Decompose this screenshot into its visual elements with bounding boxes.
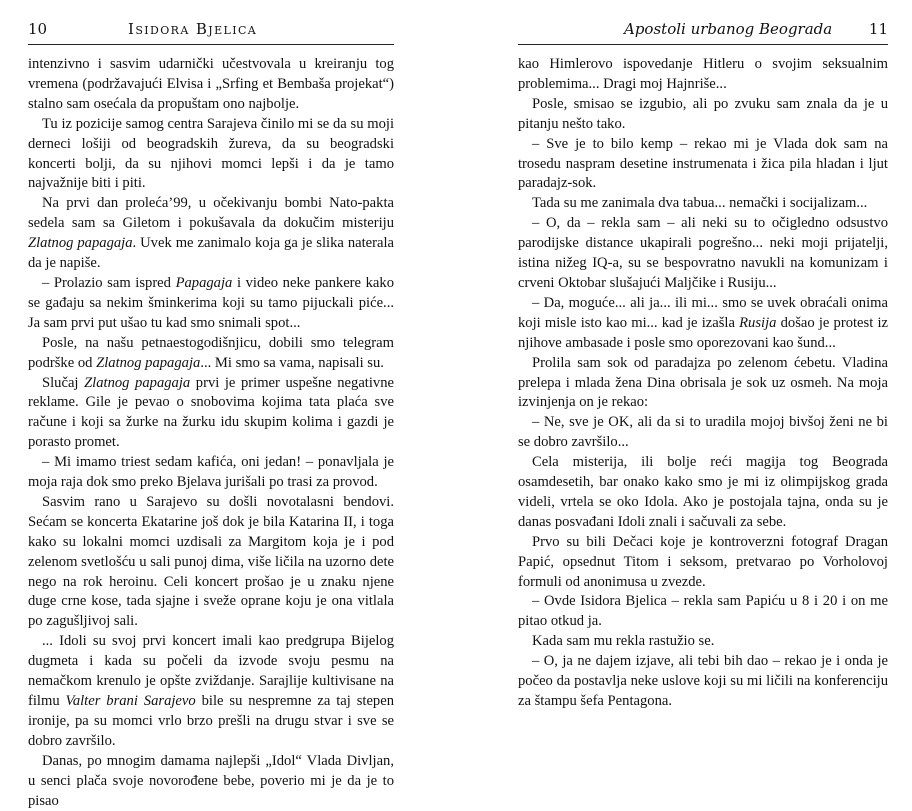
italic-title: Rusija (739, 314, 777, 331)
left-header-rule (28, 44, 394, 45)
paragraph (518, 214, 888, 294)
right-page-header (518, 20, 888, 42)
right-page (518, 0, 888, 709)
italic-title: Zlatnog papagaja (96, 354, 201, 371)
paragraph (28, 374, 394, 454)
paragraph-text: došao je protest iz njihove ambasade i posle smo oporezovani kao šund... (518, 314, 888, 351)
paragraph (518, 533, 888, 593)
italic-title: Valter brani Sarajevo (65, 693, 196, 709)
paragraph-text: Prolila sam sok od paradajza po zelenom ćebetu. Vladina prelepa i mlada žena Dina obrisala je sok uz osmeh. Na moja izvinjenja on je rekao: (518, 354, 888, 411)
paragraph (518, 354, 888, 414)
paragraph (28, 194, 394, 274)
paragraph (518, 194, 888, 214)
paragraph-text: – Sve je to bilo kemp – rekao mi je Vlada dok sam na trosedu naspram desetine instrumenata i žica pila hladan i ljut paradajz-sok. (518, 135, 888, 192)
paragraph (518, 652, 888, 712)
paragraph-text: . Uvek me zanimalo koja ga je slika naterala da je napiše. (28, 235, 394, 272)
paragraph-text: Tu iz pozicije samog centra Sarajeva činilo mi se da su moji derneci lošiji od beogradskih žureva, da su beogradski koncerti bolji, da su njihovi momci lepši i da je tamo najvažnije biti i piti. (28, 115, 394, 192)
paragraph-text: Prvo su bili Dečaci koje je kontroverzni fotograf Dragan Papić, opsednut Titom i seksom, pretvarao po Vorholovoj formuli od anonimusa u zvezde. (518, 533, 888, 590)
paragraph (28, 274, 394, 334)
left-page (28, 0, 394, 809)
paragraph (518, 135, 888, 195)
italic-title: Zlatnog papagaja (28, 235, 133, 252)
right-page-number: 11 (868, 20, 888, 38)
paragraph-text: Danas, po mnogim damama najlepši „Idol“ Vlada Divljan, u senci plača svoje novorođene bebe, poverio mi je da je to pisao (28, 752, 394, 809)
paragraph-text: kao Himlerovo ispovedanje Hitleru o svojim seksualnim problemima... Dragi moj Hajnriše... (518, 56, 888, 92)
paragraph-text: i video neke pankere kako se gađaju sa nekim šminkerima koji su tamo pijuckali piće... Ja sam prvi put ušao tu kad smo snimali spot... (28, 274, 394, 331)
paragraph-text: Posle, na našu petnaestogodišnjicu, dobili smo telegram podrške od (28, 334, 394, 371)
paragraph (518, 592, 888, 632)
paragraph-text: intenzivno i sasvim udarnički učestvovala u kreiranju tog vremena (podržavajući Elvisa i „Srfing et Bembaša projekat“) stalno sam osećala da propuštam ono najbolje. (28, 56, 394, 112)
left-page-number: 10 (28, 20, 48, 38)
paragraph-text: bile su nespremne za taj stepen ironije, pa su momci vrlo brzo prešli na drugu stvar i sve se dobro završilo. (28, 693, 394, 749)
paragraph-text: – Da, moguće... ali ja... ili mi... smo se uvek obraćali onima koji misle isto kao mi... kad je izašla (518, 294, 888, 331)
paragraph-text: Cela misterija, ili bolje reći magija tog Beograda osamdesetih, bar onako kako smo je mi iz olimpijskog grada videli, vrtela se oko Idola. Ako je postojala tajna, onda su je danas posvađani Idoli znali i sačuvali za sebe. (518, 454, 888, 530)
paragraph-text: Slučaj (42, 374, 85, 391)
paragraph (518, 95, 888, 135)
paragraph (28, 55, 394, 115)
left-page-text (28, 55, 394, 811)
paragraph-text: – Mi imamo triest sedam kafića, oni jedan! – ponavljala je moja raja dok smo preko Bjelava jurišali po trasi za provod. (28, 454, 394, 491)
paragraph (28, 453, 394, 493)
paragraph-text: ... Mi smo sa vama, napisali su. (200, 354, 384, 371)
paragraph-text: Kada sam mu rekla rastužio se. (532, 633, 715, 650)
paragraph (518, 55, 888, 95)
paragraph (28, 334, 394, 374)
paragraph-text: – O, ja ne dajem izjave, ali tebi bih dao – rekao je i onda je počeo da postavlja neke uslove koji su mi ličili na konferenciju za štampu šefa Pentagona. (518, 653, 888, 709)
italic-title: Papagaja (175, 274, 233, 291)
paragraph-text: prvi je primer uspešne negativne reklame. Gile je pevao o snobovima kojima tata plaća sve račune i koji sa žurke na žurku idu skupim kolima i gazdi je porasto promet. (28, 374, 394, 451)
right-header-rule (518, 44, 888, 45)
paragraph (518, 294, 888, 354)
paragraph (28, 493, 394, 632)
paragraph-text: – Ne, sve je OK, ali da si to uradila mojoj bivšoj ženi ne bi se dobro završilo... (518, 414, 888, 451)
paragraph-text: – O, da – rekla sam – ali neki su to očigledno odsustvo parodijske distance ukapirali pogrešno... neki moji prijatelji, istina nižeg IQ-a, su se bespovratno navukli na komunizam i crveni Oktobar slušajući Maljčike i Rusiju... (518, 215, 888, 291)
right-running-head: Apostoli urbanog Beograda (624, 20, 833, 38)
left-running-head: Isidora Bjelica (128, 20, 258, 38)
paragraph-text: – Ovde Isidora Bjelica – rekla sam Papiću u 8 i 20 i on me pitao otkud ja. (518, 593, 888, 630)
paragraph (28, 752, 394, 811)
paragraph-text: Sasvim rano u Sarajevo su došli novotalasni bendovi. Sećam se koncerta Ekatarine još dok je bila Katarina II, i toga kako su lokalni momci uzdisali za Margitom koja je i pod zelenom svetlošću u sali punoj dima, više ličila na uzorno dete nego na rok heroinu. Celi koncert prošao je u znaku njene duge crne kose, tada sjajne i sveže oprane koju je ona vitlala po zagušljivoj sali. (28, 493, 394, 630)
paragraph-text: Posle, smisao se izgubio, ali po zvuku sam znala da je u pitanju nešto tako. (518, 95, 888, 132)
italic-title: Zlatnog papagaja (84, 374, 191, 391)
paragraph (518, 413, 888, 453)
left-page-header (28, 20, 394, 42)
paragraph-text: ... Idoli su svoj prvi koncert imali kao predgrupa Bijelog dugmeta i kada su počeli da izvode svoju pesmu na nemačkom krenulo je opšte zviždanje. Sarajlije kultivisane na filmu (28, 633, 394, 709)
paragraph (518, 632, 888, 652)
paragraph-text: – Prolazio sam ispred (42, 274, 176, 291)
paragraph-text: Tada su me zanimala dva tabua... nemački i socijalizam... (532, 195, 868, 212)
right-page-text (518, 55, 888, 712)
paragraph (28, 115, 394, 195)
paragraph (518, 453, 888, 533)
paragraph (28, 632, 394, 751)
paragraph-text: Na prvi dan proleća’99, u očekivanju bombi Nato-pakta sedela sam sa Giletom i pokušavala da dokučim misteriju (28, 195, 394, 232)
